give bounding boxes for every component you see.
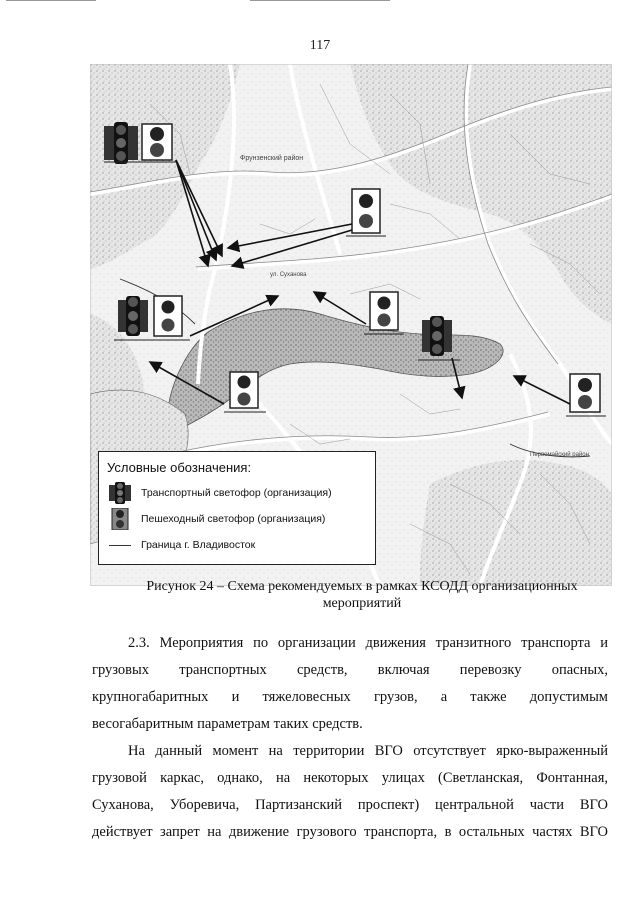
map-district-label-2: Первомайский район — [530, 452, 589, 458]
paragraph-line: действует запрет на движение грузового транспорта, в остальных частях ВГО — [92, 824, 608, 840]
paragraph-line: грузовых транспортных средств, включая перевозку опасных, — [92, 662, 608, 678]
map-district-label: Фрунзенский район — [240, 155, 304, 162]
map-street-label: ул. Суханова — [270, 272, 307, 278]
scan-edge-line — [6, 0, 96, 1]
legend-item-boundary — [109, 534, 371, 556]
paragraph-line: 2.3. Мероприятия по организации движения транзитного транспорта и — [128, 635, 608, 651]
pedestrian-light-icon — [570, 374, 600, 412]
paragraph-line: На данный момент на территории ВГО отсутствует ярко-выраженный — [128, 743, 608, 759]
pedestrian-light-icon — [370, 292, 398, 330]
pedestrian-light-icon — [230, 372, 258, 408]
paragraph-line: грузовой каркас, однако, на некоторых улицах (Светланская, Фонтанная, — [92, 770, 608, 786]
traffic-light-icon — [104, 122, 138, 164]
scan-edge-line — [250, 0, 390, 1]
map-land-southeast — [420, 460, 612, 586]
traffic-light-icon — [422, 316, 452, 356]
traffic-light-icon — [118, 296, 148, 336]
legend-item-traffic-light — [109, 482, 371, 504]
legend-label: Пешеходный светофор (организация) — [141, 513, 326, 525]
legend-label: Транспортный светофор (организация) — [141, 487, 332, 499]
legend-label: Граница г. Владивосток — [141, 539, 256, 551]
legend-title: Условные обозначения: — [107, 460, 252, 475]
pedestrian-light-icon — [352, 189, 380, 233]
figure-caption-line: Рисунок 24 – Схема рекомендуемых в рамках КСОДД организационных — [146, 579, 578, 594]
paragraph-line: весогабаритным параметрам таких средств. — [92, 716, 363, 732]
pedestrian-light-icon — [142, 124, 172, 160]
figure-caption-line: мероприятий — [322, 596, 402, 611]
paragraph-freight — [92, 738, 608, 846]
boundary-line-icon — [109, 545, 131, 546]
paragraph-line: крупногабаритных и тяжеловесных грузов, а также допустимым — [92, 689, 608, 705]
pedestrian-light-icon — [154, 296, 182, 336]
paragraph-line: Суханова, Уборевича, Партизанский проспект) центральной части ВГО — [92, 797, 608, 813]
page-number: 117 — [309, 38, 331, 53]
figure-caption — [92, 578, 632, 612]
pedestrian-light-icon — [109, 508, 131, 530]
traffic-light-icon — [109, 482, 131, 504]
map-legend — [98, 451, 376, 565]
paragraph-section-2-3 — [92, 630, 608, 738]
legend-item-pedestrian-light — [109, 508, 371, 530]
